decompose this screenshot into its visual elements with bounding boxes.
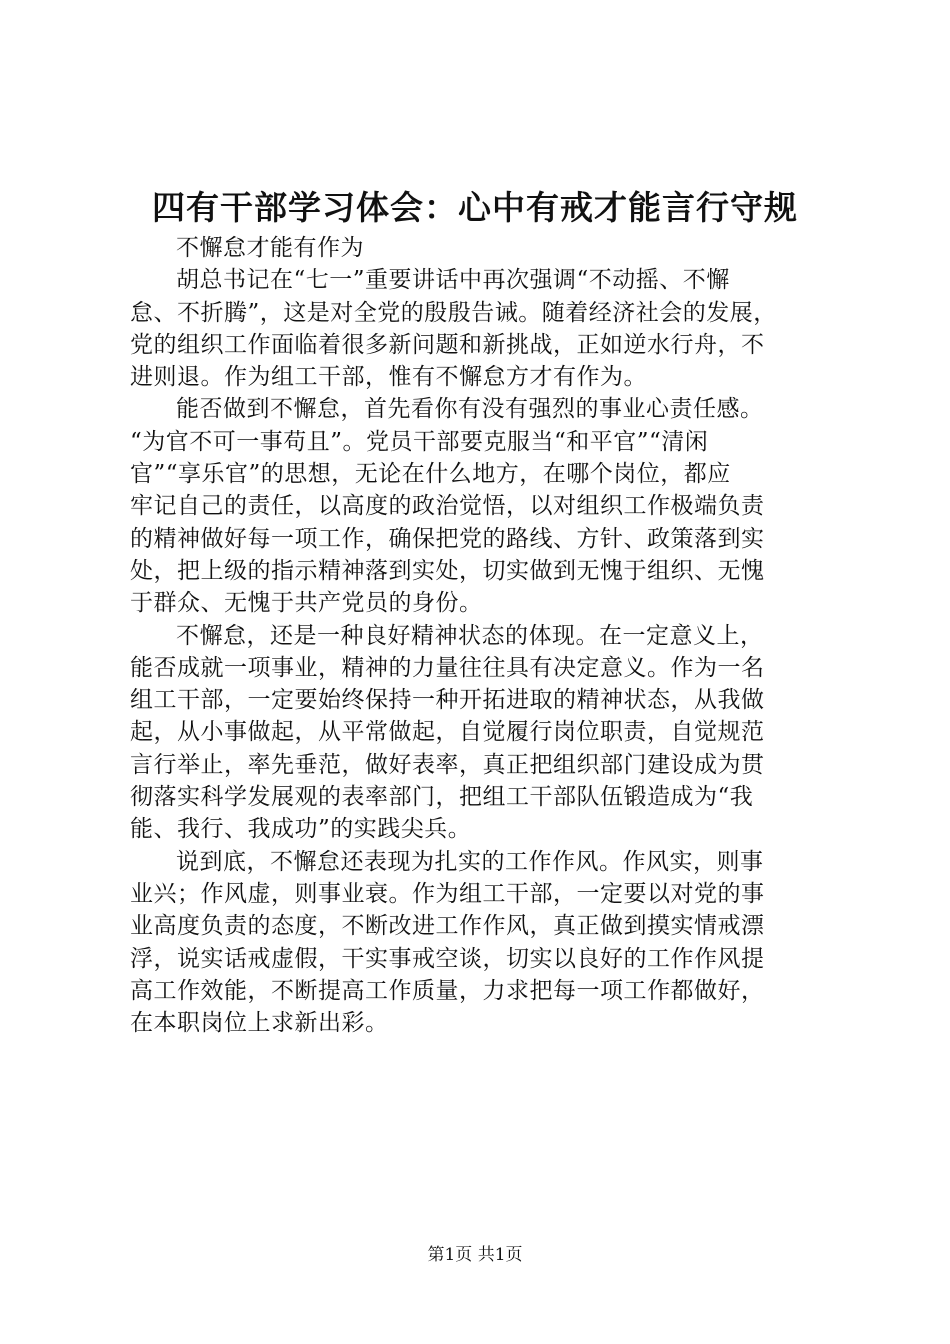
paragraph-line: 的精神做好每一项工作，确保把党的路线、方针、政策落到实 [130,525,765,552]
paragraph-line: 业兴；作风虚，则事业衰。作为组工干部，一定要以对党的事 [130,880,765,907]
paragraph-line: 于群众、无愧于共产党员的身份。 [130,590,483,617]
paragraph-line: 能、我行、我成功”的实践尖兵。 [130,816,472,843]
paragraph-line: 怠、不折腾”，这是对全党的殷殷告诫。随着经济社会的发展， [130,299,777,326]
paragraph-line: 进则退。作为组工干部，惟有不懈怠方才有作为。 [130,364,647,391]
paragraph-line: 浮，说实话戒虚假，干实事戒空谈，切实以良好的工作作风提 [130,945,765,972]
paragraph-line: 业高度负责的态度，不断改进工作作风，真正做到摸实情戒漂 [130,913,765,940]
document-body [130,232,830,1039]
paragraph-line: 官”“享乐官”的思想，无论在什么地方，在哪个岗位，都应 [130,461,731,488]
paragraph-line: “为官不可一事苟且”。党员干部要克服当“和平官”“清闲 [130,428,709,455]
paragraph-line: 言行举止，率先垂范，做好表率，真正把组织部门建设成为贯 [130,751,765,778]
paragraph-line: 彻落实科学发展观的表率部门，把组工干部队伍锻造成为“我 [130,784,754,811]
paragraph-line: 牢记自己的责任，以高度的政治觉悟，以对组织工作极端负责 [130,493,765,520]
paragraph-line: 在本职岗位上求新出彩。 [130,1010,389,1037]
document-title: 四有干部学习体会：心中有戒才能言行守规 [152,188,798,227]
page-number-footer: 第1页 共1页 [427,1245,523,1265]
paragraph-line: 高工作效能，不断提高工作质量，力求把每一项工作都做好， [130,977,765,1004]
paragraph-line: 不懈怠，还是一种良好精神状态的体现。在一定意义上， [176,622,764,649]
paragraph-line: 说到底，不懈怠还表现为扎实的工作作风。作风实，则事 [176,848,764,875]
paragraph-line: 处，把上级的指示精神落到实处，切实做到无愧于组织、无愧 [130,557,765,584]
paragraph-line: 能否做到不懈怠，首先看你有没有强烈的事业心责任感。 [176,396,764,423]
paragraph-line: 胡总书记在“七一”重要讲话中再次强调“不动摇、不懈 [176,267,730,294]
paragraph-line: 组工干部，一定要始终保持一种开拓进取的精神状态，从我做 [130,687,765,714]
section-heading: 不懈怠才能有作为 [176,235,364,261]
paragraph-line: 能否成就一项事业，精神的力量往往具有决定意义。作为一名 [130,654,765,681]
paragraph-line: 党的组织工作面临着很多新问题和新挑战，正如逆水行舟，不 [130,331,765,358]
paragraph-line: 起，从小事做起，从平常做起，自觉履行岗位职责，自觉规范 [130,719,765,746]
